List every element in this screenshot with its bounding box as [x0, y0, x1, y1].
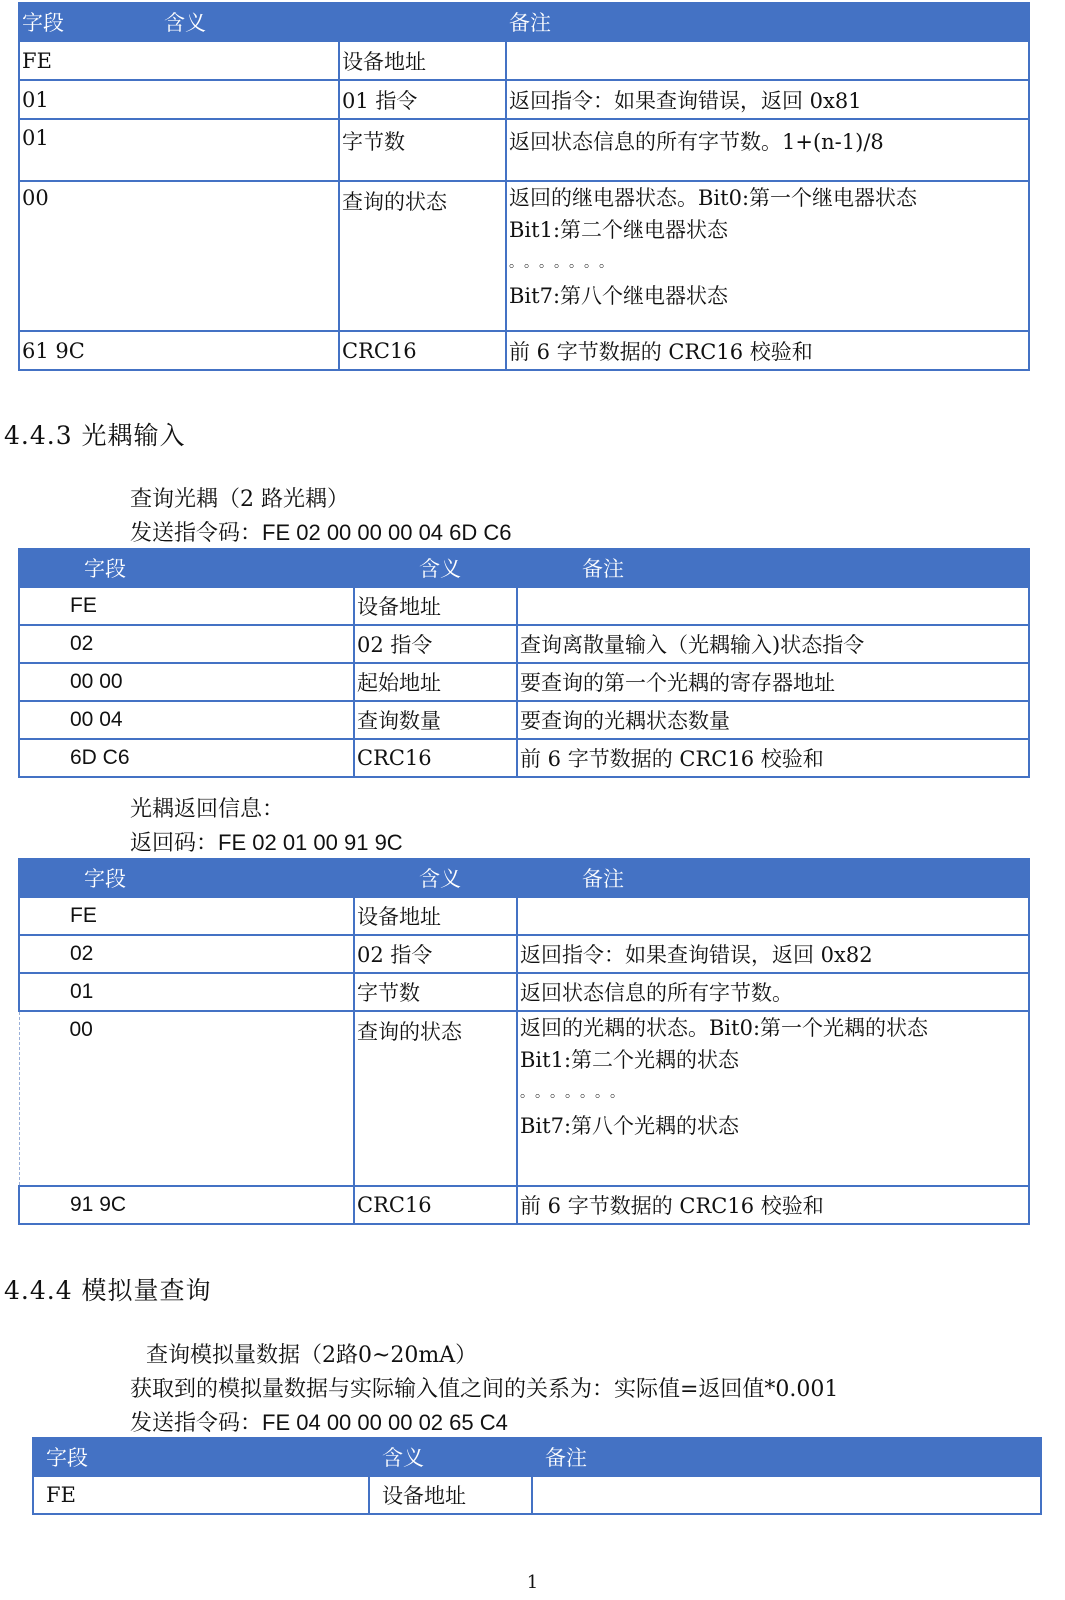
cell-field: FE: [33, 1476, 369, 1514]
cell-meaning: 字节数: [339, 119, 506, 181]
table-row: [19, 897, 1029, 935]
table-row: [19, 331, 1029, 370]
analog-query-title: 查询模拟量数据（2路0~20mA）: [146, 1343, 478, 1368]
cell-field: 01: [19, 80, 339, 119]
cell-meaning: 查询的状态: [354, 1011, 517, 1186]
return-title: 光耦返回信息：: [130, 797, 285, 822]
cell-note: [517, 587, 1029, 625]
cell-field: 00: [19, 181, 339, 331]
cell-note: 查询离散量输入（光耦输入)状态指令: [517, 625, 1029, 663]
header-note: 备注: [517, 549, 1029, 587]
analog-send-code-line: 发送指令码：FE 04 00 00 00 02 65 C4: [130, 1410, 508, 1436]
header-field: 字段: [19, 859, 354, 897]
cell-field: FE: [19, 587, 354, 625]
cell-note: 返回指令：如果查询错误，返回 0x81: [506, 80, 1029, 119]
header-meaning: 含义: [354, 549, 517, 587]
header-field: 字段 含义: [19, 3, 339, 41]
table-row: [19, 663, 1029, 701]
cell-note: 返回的继电器状态。Bit0:第一个继电器状态 Bit1:第二个继电器状态 。。。。。。。 Bit7:第八个继电器状态: [506, 181, 1029, 331]
cell-meaning: CRC16: [354, 739, 517, 777]
table-header-row: [33, 1438, 1041, 1476]
cell-field: 00: [19, 1011, 354, 1186]
cell-field: 00 04: [19, 701, 354, 739]
cell-meaning: 02 指令: [354, 625, 517, 663]
table-header-row: [19, 3, 1029, 41]
cell-meaning: 设备地址: [354, 897, 517, 935]
analog-relation: 获取到的模拟量数据与实际输入值之间的关系为：实际值=返回值*0.001: [130, 1377, 839, 1402]
table-row: [19, 1186, 1029, 1224]
header-meaning: 含义: [369, 1438, 532, 1476]
cell-field: 01: [19, 973, 354, 1011]
cell-note: 要查询的第一个光耦的寄存器地址: [517, 663, 1029, 701]
optocoupler-send-table: [18, 548, 1030, 778]
table-header-row: [19, 549, 1029, 587]
table-row: [19, 1011, 1029, 1186]
cell-note: 前 6 字节数据的 CRC16 校验和: [517, 1186, 1029, 1224]
cell-note: 返回指令：如果查询错误，返回 0x82: [517, 935, 1029, 973]
table-row: [19, 739, 1029, 777]
page-number: 1: [526, 1572, 539, 1593]
table-row: [19, 935, 1029, 973]
header-field: 字段: [19, 549, 354, 587]
cell-meaning: CRC16: [339, 331, 506, 370]
table-row: [19, 119, 1029, 181]
cell-field: 61 9C: [19, 331, 339, 370]
cell-meaning: CRC16: [354, 1186, 517, 1224]
table-header-row: [19, 859, 1029, 897]
cell-field: 02: [19, 935, 354, 973]
header-note: 备注: [506, 3, 1029, 41]
analog-send-table: [32, 1437, 1042, 1515]
cell-note: 前 6 字节数据的 CRC16 校验和: [506, 331, 1029, 370]
table-row: [19, 625, 1029, 663]
cell-field: 91 9C: [19, 1186, 354, 1224]
cell-note: 返回状态信息的所有字节数。1+(n-1)/8: [506, 119, 1029, 181]
cell-note: [517, 897, 1029, 935]
header-note: 备注: [532, 1438, 1041, 1476]
cell-note: 要查询的光耦状态数量: [517, 701, 1029, 739]
cell-field: FE: [19, 41, 339, 80]
cell-meaning: 02 指令: [354, 935, 517, 973]
header-meaning: 含义: [354, 859, 517, 897]
table-row: [19, 41, 1029, 80]
cell-meaning: 字节数: [354, 973, 517, 1011]
table-row: [19, 80, 1029, 119]
cell-meaning: 01 指令: [339, 80, 506, 119]
query-title: 查询光耦（2 路光耦）: [130, 487, 349, 512]
cell-note: [532, 1476, 1041, 1514]
cell-meaning: 起始地址: [354, 663, 517, 701]
table-row: [19, 701, 1029, 739]
header-note: 备注: [517, 859, 1029, 897]
return-code-line: 返回码：FE 02 01 00 91 9C: [130, 830, 403, 856]
cell-note: 返回的光耦的状态。Bit0:第一个光耦的状态 Bit1:第二个光耦的状态 。。。。。。。 Bit7:第八个光耦的状态: [517, 1011, 1029, 1186]
header-meaning: [339, 3, 506, 41]
table-row: [19, 181, 1029, 331]
header-field: 字段: [33, 1438, 369, 1476]
cell-meaning: 设备地址: [354, 587, 517, 625]
cell-note: 前 6 字节数据的 CRC16 校验和: [517, 739, 1029, 777]
cell-field: 00 00: [19, 663, 354, 701]
cell-meaning: 设备地址: [369, 1476, 532, 1514]
cell-field: 01: [19, 119, 339, 181]
table-row: [19, 587, 1029, 625]
cell-meaning: 查询数量: [354, 701, 517, 739]
cell-field: FE: [19, 897, 354, 935]
optocoupler-return-table: [18, 858, 1030, 1225]
send-code-line: 发送指令码：FE 02 00 00 00 04 6D C6: [130, 520, 512, 546]
table-row: [33, 1476, 1041, 1514]
section-heading-443: 4.4.3 光耦输入: [4, 421, 186, 450]
table-row: [19, 973, 1029, 1011]
relay-return-table: [18, 2, 1030, 371]
section-heading-444: 4.4.4 模拟量查询: [4, 1276, 212, 1305]
cell-meaning: 查询的状态: [339, 181, 506, 331]
cell-meaning: 设备地址: [339, 41, 506, 80]
cell-note: 返回状态信息的所有字节数。: [517, 973, 1029, 1011]
cell-field: 6D C6: [19, 739, 354, 777]
cell-note: [506, 41, 1029, 80]
cell-field: 02: [19, 625, 354, 663]
